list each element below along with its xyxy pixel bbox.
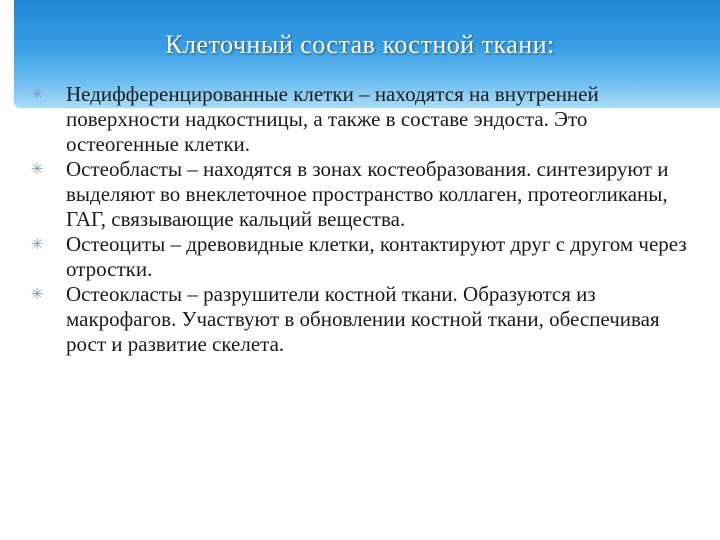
bullet-item [14, 82, 704, 157]
asterisk-bullet-icon: ✳ [30, 160, 44, 178]
asterisk-bullet-icon: ✳ [30, 285, 44, 303]
bullet-text: Остеокласты – разрушители костной ткани. Образуются из макрофагов. Участвуют в обновлении костной ткани, обеспечивая рост и развитие скелета. [66, 282, 660, 356]
asterisk-bullet-icon: ✳ [30, 85, 44, 103]
bullet-text: Остеоциты – древовидные клетки, контактируют друг с другом через отростки. [66, 232, 687, 281]
slide-title: Клеточный состав костной ткани: [165, 30, 555, 59]
bullet-text: Недифференцированные клетки – находятся на внутренней поверхности надкостницы, а также в составе эндоста. Это остеогенные клетки. [66, 82, 599, 156]
bullet-item [14, 232, 704, 282]
bullet-list [14, 82, 704, 357]
asterisk-bullet-icon: ✳ [30, 235, 44, 253]
bullet-item [14, 157, 704, 232]
bullet-item [14, 282, 704, 357]
bullet-text: Остеобласты – находятся в зонах костеобразования. синтезируют и выделяют во внеклеточное пространство коллаген, протеогликаны, ГАГ, связывающие кальций вещества. [66, 157, 669, 231]
